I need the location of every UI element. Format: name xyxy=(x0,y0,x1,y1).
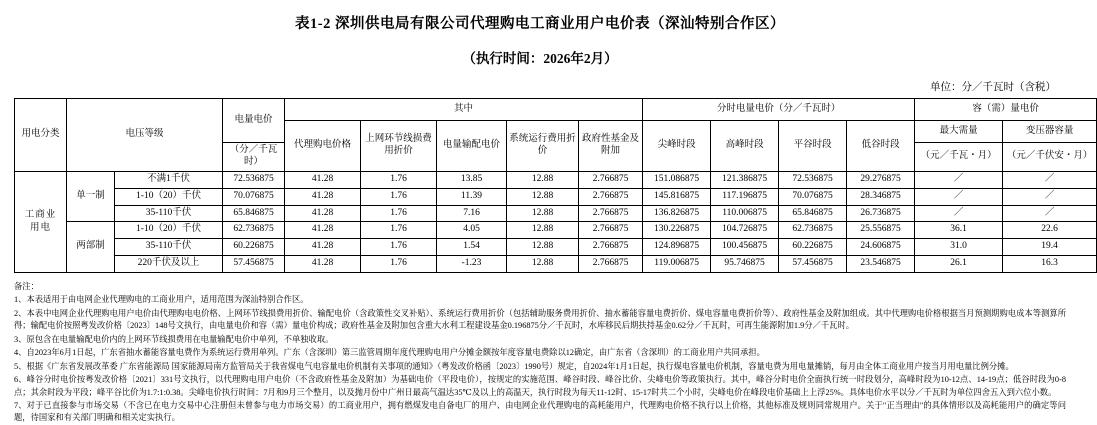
cell-max-demand: ／ xyxy=(915,188,1003,205)
cell-gov-fund: 2.766875 xyxy=(579,239,643,256)
cell-grid-loss-discount: 1.76 xyxy=(361,222,437,239)
header-transformer-capacity: 变压器容量 xyxy=(1003,121,1097,143)
group-cell: 两部制 xyxy=(67,222,115,273)
header-energy-price-label: 电量电价 xyxy=(234,114,273,125)
cell-flat: 70.076875 xyxy=(779,188,847,205)
header-capacity-demand: 容（需）量电价 xyxy=(915,99,1097,121)
note-item: 7、对于已直接参与市场交易（不含已在电力交易中心注册但未曾参与电力市场交易）的工商业用户，拥有燃煤发电自备电厂的用户、由电网企业代理购电的高耗能用户，代理购电价格不执行以上价格，其他标准及规则同常规用户。关于"正当理由"的具体情形以及高耗能用户的确定等问题，待国家和有关部门明确和相关定实执行。 xyxy=(14,400,1066,423)
cell-transformer-capacity: 16.3 xyxy=(1003,256,1097,273)
cell-transmission: 11.39 xyxy=(437,188,507,205)
cell-gov-fund: 2.766875 xyxy=(579,205,643,222)
cell-grid-loss-discount: 1.76 xyxy=(361,205,437,222)
table-row xyxy=(15,222,1097,239)
header-grid-loss-discount: 上网环节线损费用折价 xyxy=(361,121,437,172)
cell-agent-purchase: 41.28 xyxy=(285,171,361,188)
header-transmission: 电量输配电价 xyxy=(437,121,507,172)
note-item: 1、本表适用于由电网企业代理购电的工商业用户，适用范围为深汕特别合作区。 xyxy=(14,295,309,305)
cell-system-op-discount: 12.88 xyxy=(507,188,579,205)
cell-transmission: 7.16 xyxy=(437,205,507,222)
cell-sharp: 151.086875 xyxy=(643,171,711,188)
page-title: 表1-2 深圳供电局有限公司代理购电工商业用户电价表（深汕特别合作区） xyxy=(295,16,785,32)
cell-transformer-capacity: ／ xyxy=(1003,171,1097,188)
notes-heading: 备注： xyxy=(14,282,39,291)
cell-flat: 60.226875 xyxy=(779,239,847,256)
header-gov-fund: 政府性基金及附加 xyxy=(579,121,643,172)
cell-transformer-capacity: ／ xyxy=(1003,205,1097,222)
note-item: 6、峰谷分时电价按粤发改价格〔2021〕331号文执行，以代理购电用户电价（不含政府性基金及附加）为基础电价（平段电价），按规定的实施范围、峰谷时段、峰谷比价、尖峰电价等政策执行。其中，峰谷分时电价全面执行统一时段划分，高峰时段为10-12点、14-19点；低谷时段为0-8点；其余时段为平段；峰平谷比价为1.7:1:0.38。尖峰电价执行时间：7月和9月三个整月，以及抛月份中广州日最高气温达35℃及以上的高温天，执行时段为每天11-12时、15-17时共二个小时，尖峰电价在峰段电价基础上上浮25%。具体电价水平以分／千瓦时为单位四舍五入到六位小数。 xyxy=(14,375,1066,397)
cell-peak: 100.456875 xyxy=(711,239,779,256)
cell-agent-purchase: 41.28 xyxy=(285,222,361,239)
cell-transmission: 1.54 xyxy=(437,239,507,256)
header-peak: 高峰时段 xyxy=(711,121,779,172)
note-item: 2、本表中电网企业代理购电用户电价由代理购电电价格、上网环节线损费用折价、输配电价（含政策性交叉补贴）、系统运行费用折价（包括辅助服务费用折价、抽水蓄能容量电费折价、煤电容量电费折价等）、政府性基金及附加组成。其中代理购电价格根据当月预测期购电成本等测算所得；输配电价按照粤发改价格〔2023〕148号文执行，由电量电价和容（需）量电价构成；政府性基金及附加包含重大水利工程建设基金0.196875分／千瓦时，水库移民后期扶持基金0.62分／千瓦时，可再生能源附加1.9分／千瓦时。 xyxy=(14,308,1066,331)
cell-valley: 25.556875 xyxy=(847,222,915,239)
cell-sharp: 119.006875 xyxy=(643,256,711,273)
header-among-which: 其中 xyxy=(285,99,643,121)
cell-flat: 72.536875 xyxy=(779,171,847,188)
cell-max-demand: 26.1 xyxy=(915,256,1003,273)
category-cell: 工商业 用电 xyxy=(15,171,67,272)
cell-flat: 62.736875 xyxy=(779,222,847,239)
header-agent-purchase: 代理购电价格 xyxy=(285,121,361,172)
header-voltage: 电压等级 xyxy=(67,99,223,172)
cell-sharp: 124.896875 xyxy=(643,239,711,256)
cell-grid-loss-discount: 1.76 xyxy=(361,171,437,188)
cell-system-op-discount: 12.88 xyxy=(507,171,579,188)
cell-transmission: 4.05 xyxy=(437,222,507,239)
cell-valley: 24.606875 xyxy=(847,239,915,256)
cell-gov-fund: 2.766875 xyxy=(579,188,643,205)
cell-system-op-discount: 12.88 xyxy=(507,205,579,222)
cell-system-op-discount: 12.88 xyxy=(507,256,579,273)
cell-voltage: 35-110千伏 xyxy=(115,205,223,222)
cell-grid-loss-discount: 1.76 xyxy=(361,239,437,256)
cell-voltage: 1-10（20）千伏 xyxy=(115,188,223,205)
note-item: 4、自2023年6月1日起，广东省抽水蓄能容量电费作为系统运行费用单列。广东（含深圳）第三监管周期年度代理购电用户分摊金额按年度容量电费除以12确定，由广东省（含深圳）的工商业用户共同承担。 xyxy=(14,348,765,358)
cell-peak: 104.726875 xyxy=(711,222,779,239)
table-row xyxy=(15,256,1097,273)
header-sharp: 尖峰时段 xyxy=(643,121,711,172)
cell-agent-purchase: 41.28 xyxy=(285,188,361,205)
header-valley: 低谷时段 xyxy=(847,121,915,172)
cell-transmission: 13.85 xyxy=(437,171,507,188)
header-max-demand: 最大需量 xyxy=(915,121,1003,143)
cell-transformer-capacity: ／ xyxy=(1003,188,1097,205)
electricity-price-table xyxy=(14,98,1097,273)
header-tou-price: 分时电量电价（分／千瓦时） xyxy=(643,99,915,121)
note-item: 3、原包含在电量输配电价内的上网环节线损费用在电量输配电价中单列，不单独收取。 xyxy=(14,334,334,344)
cell-energy-price: 72.536875 xyxy=(223,171,285,188)
table-body xyxy=(15,171,1097,272)
cell-energy-price: 57.456875 xyxy=(223,256,285,273)
notes-section xyxy=(14,281,1066,425)
cell-energy-price: 70.076875 xyxy=(223,188,285,205)
unit-note: 单位：分／千瓦时（含税） xyxy=(930,82,1056,93)
header-transformer-capacity-unit: （元／千伏安・月） xyxy=(1003,143,1097,172)
cell-transformer-capacity: 22.6 xyxy=(1003,222,1097,239)
header-max-demand-unit: （元／千瓦・月） xyxy=(915,143,1003,172)
header-category: 用电分类 xyxy=(15,99,67,172)
cell-gov-fund: 2.766875 xyxy=(579,256,643,273)
cell-valley: 26.736875 xyxy=(847,205,915,222)
cell-max-demand: ／ xyxy=(915,171,1003,188)
cell-system-op-discount: 12.88 xyxy=(507,239,579,256)
note-item: 5、根据《广东省发展改革委 广东省能源局 国家能源局南方监管局关于我省煤电气电容量电价机制有关事项的通知》（粤发改价格函〔2023〕1990号）规定，自2024年1月1日起，执行煤电容量电价机制，容量电费为用电量摊销，每月由全体工商业用户按当月用电量比例分摊。 xyxy=(14,361,1014,371)
cell-energy-price: 62.736875 xyxy=(223,222,285,239)
cell-gov-fund: 2.766875 xyxy=(579,222,643,239)
cell-valley: 23.546875 xyxy=(847,256,915,273)
header-flat: 平谷时段 xyxy=(779,121,847,172)
cell-sharp: 145.816875 xyxy=(643,188,711,205)
header-system-op-discount: 系统运行费用折价 xyxy=(507,121,579,172)
cell-agent-purchase: 41.28 xyxy=(285,205,361,222)
table-row xyxy=(15,205,1097,222)
cell-voltage: 35-110千伏 xyxy=(115,239,223,256)
cell-max-demand: 36.1 xyxy=(915,222,1003,239)
cell-voltage: 不满1千伏 xyxy=(115,171,223,188)
cell-flat: 57.456875 xyxy=(779,256,847,273)
cell-valley: 28.346875 xyxy=(847,188,915,205)
cell-sharp: 136.826875 xyxy=(643,205,711,222)
cell-valley: 29.276875 xyxy=(847,171,915,188)
cell-agent-purchase: 41.28 xyxy=(285,239,361,256)
cell-transmission: -1.23 xyxy=(437,256,507,273)
cell-peak: 95.746875 xyxy=(711,256,779,273)
cell-peak: 121.386875 xyxy=(711,171,779,188)
cell-gov-fund: 2.766875 xyxy=(579,171,643,188)
cell-peak: 117.196875 xyxy=(711,188,779,205)
header-energy-price-unit: （分／千瓦时） xyxy=(223,143,285,172)
cell-flat: 65.846875 xyxy=(779,205,847,222)
cell-sharp: 130.226875 xyxy=(643,222,711,239)
cell-max-demand: 31.0 xyxy=(915,239,1003,256)
cell-voltage: 1-10（20）千伏 xyxy=(115,222,223,239)
group-cell: 单一制 xyxy=(67,171,115,222)
cell-peak: 110.006875 xyxy=(711,205,779,222)
table-row xyxy=(15,239,1097,256)
cell-voltage: 220千伏及以上 xyxy=(115,256,223,273)
cell-system-op-discount: 12.88 xyxy=(507,222,579,239)
cell-max-demand: ／ xyxy=(915,205,1003,222)
cell-energy-price: 65.846875 xyxy=(223,205,285,222)
page-subtitle: （执行时间：2026年2月） xyxy=(462,51,618,66)
cell-agent-purchase: 41.28 xyxy=(285,256,361,273)
table-row xyxy=(15,188,1097,205)
cell-grid-loss-discount: 1.76 xyxy=(361,188,437,205)
table-row xyxy=(15,171,1097,188)
notes-list xyxy=(14,294,1066,424)
cell-transformer-capacity: 19.4 xyxy=(1003,239,1097,256)
cell-grid-loss-discount: 1.76 xyxy=(361,256,437,273)
cell-energy-price: 60.226875 xyxy=(223,239,285,256)
header-energy-price xyxy=(223,99,285,143)
